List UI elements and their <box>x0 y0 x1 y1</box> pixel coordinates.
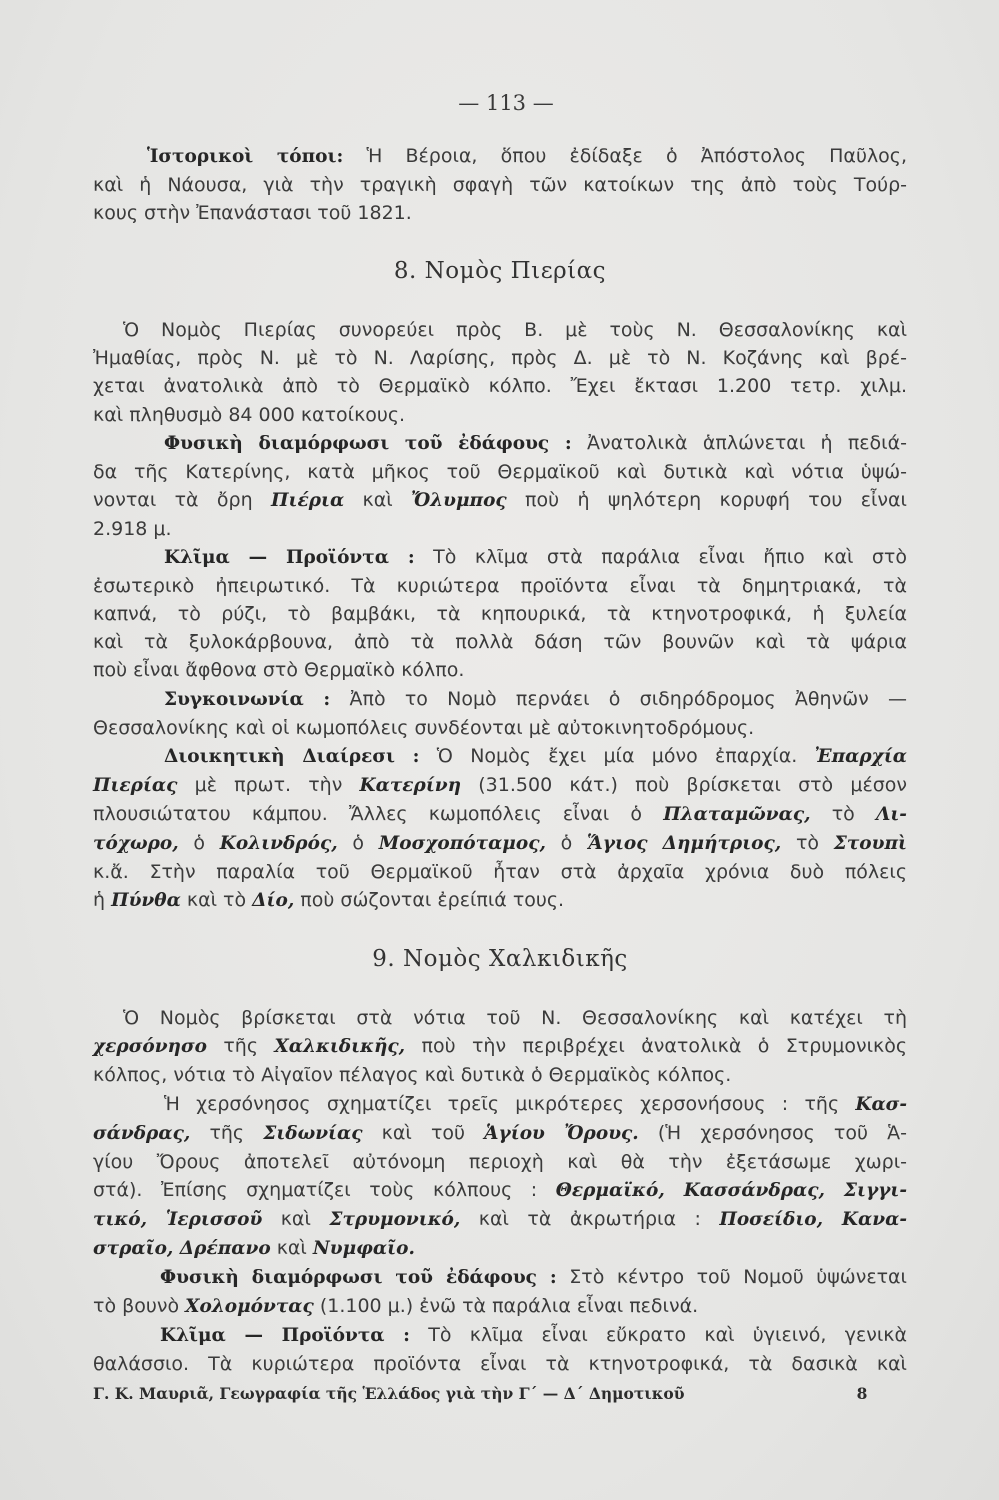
text-run: τῆς <box>190 1121 264 1144</box>
label-run: Συγκοινωνία : <box>164 688 331 710</box>
text-run: Ὁ Νομὸς βρίσκεται στὰ νότια τοῦ Ν. Θεσσαλονίκης καὶ κατέχει τὴ <box>123 1007 907 1030</box>
text-run: ἡ <box>93 889 112 912</box>
text-line <box>93 829 907 858</box>
text-run: πλουσιώτατου κάμπου. Ἄλλες κωμοπόλεις εἶναι ὁ <box>93 802 664 825</box>
text-run: ὁ <box>545 831 588 854</box>
text-run: μὲ πρωτ. τὴν <box>177 773 360 796</box>
text-run: θαλάσσιο. Τὰ κυριώτερα προϊόντα εἶναι τὰ κτηνοτροφικά, τὰ δασικὰ καὶ <box>93 1353 907 1376</box>
place-name-run: τόχωρο, <box>93 832 179 854</box>
text-line <box>93 714 907 742</box>
text-line <box>93 1292 907 1321</box>
label-run: Φυσικὴ διαμόρφωσι τοῦ ἐδάφους : <box>160 1267 557 1289</box>
text-line <box>93 886 907 915</box>
text-run: καὶ τὰ ξυλοκάρβουνα, ἀπὸ τὰ πολλὰ δάση τῶν βουνῶν καὶ τὰ ψάρια <box>93 631 907 654</box>
place-name-run: Ἅγιος Δημήτριος, <box>587 832 782 854</box>
text-run: (31.500 κάτ.) ποὺ βρίσκεται στὸ μέσον <box>461 773 907 796</box>
text-run: ποὺ τὴν περιβρέχει ἀνατολικὰ ὁ Στρυμονικὸς <box>405 1035 907 1058</box>
label-run: Ἱστορικοὶ τόποι: <box>147 146 344 167</box>
text-line <box>93 771 907 800</box>
text-run: καὶ <box>262 1207 330 1230</box>
place-name-run: Χολομόντας <box>185 1296 314 1318</box>
text-run: Τὸ κλῖμα εἶναι εὔκρατο καὶ ὑγιεινό, γενικὰ <box>410 1324 907 1347</box>
text-run: Ἀπὸ το Νομὸ περνάει ὁ σιδηρόδρομος Ἀθηνῶν — <box>330 687 907 710</box>
paragraph-pieria-administration <box>93 742 907 916</box>
text-line <box>93 142 907 171</box>
text-run: τὸ βουνὸ <box>93 1295 186 1318</box>
place-name-run: Θερμαϊκό, Κασσάνδρας, Σιγγι- <box>555 1179 908 1201</box>
paragraph-chalkidiki-terrain <box>93 1263 907 1321</box>
paragraph-historic-sites <box>93 142 907 227</box>
paragraph-pieria-transport <box>93 685 907 742</box>
text-run: καὶ <box>344 488 412 511</box>
text-line <box>93 1148 907 1176</box>
text-run: ὁ <box>337 831 379 854</box>
text-run: Ὁ Νομὸς ἔχει μία μόνο ἐπαρχία. <box>419 744 815 767</box>
text-line <box>93 628 907 656</box>
label-run: Διοικητικὴ Διαίρεσι : <box>164 745 420 767</box>
text-run: καὶ τοῦ <box>362 1121 485 1144</box>
text-line <box>93 742 907 771</box>
place-name-run: Σιδωνίας <box>263 1122 363 1144</box>
paragraph-pieria-climate <box>93 543 907 684</box>
text-run: ἐσωτερικὸ ἠπειρωτικό. Τὰ κυριώτερα προϊόντα εἶναι τὰ δημητριακά, τὰ <box>93 575 907 598</box>
place-name-run: στραῖο, Δρέπανο <box>93 1238 271 1259</box>
text-run: Ὁ Νομὸς Πιερίας συνορεύει πρὸς Β. μὲ τοὺς Ν. Θεσσαλονίκης καὶ <box>123 319 907 342</box>
text-run: καὶ τὰ ἀκρωτήρια : <box>460 1207 720 1230</box>
place-name-run: Χαλκιδικῆς, <box>274 1036 406 1058</box>
text-line <box>93 1350 907 1378</box>
text-line <box>93 171 907 199</box>
place-name-run: Κασ- <box>855 1093 907 1115</box>
place-name-run: Πιέρια <box>271 489 345 511</box>
place-name-run: Πλαταμῶνας, <box>663 803 811 825</box>
place-name-run: Κατερίνη <box>359 774 462 796</box>
text-line <box>93 199 907 227</box>
text-line <box>93 515 907 543</box>
paragraph-pieria-terrain <box>93 429 907 543</box>
place-name-run: Δίο, <box>252 890 295 912</box>
page-body <box>93 142 907 1378</box>
place-name-run: Νυμφαῖο. <box>312 1238 415 1259</box>
text-run: χεται ἀνατολικὰ ἀπὸ τὸ Θερμαϊκὸ κόλπο. Ἔχει ἔκτασι 1.200 τετρ. χιλμ. <box>93 375 907 398</box>
page-number: — 113 — <box>458 91 554 115</box>
text-line <box>93 1234 907 1263</box>
text-run: γίου Ὄρους ἀποτελεῖ αὐτόνομη περιοχὴ καὶ θὰ τὴν ἐξετάσωμε χωρι- <box>93 1150 907 1173</box>
text-line <box>93 1321 907 1350</box>
paragraph-chalkidiki-location <box>93 1004 907 1089</box>
place-name-run: Ἐπαρχία <box>814 745 908 767</box>
text-line <box>93 1090 907 1119</box>
label-run: Κλῖμα — Προϊόντα : <box>164 547 415 569</box>
paragraph-chalkidiki-climate <box>93 1321 907 1378</box>
text-run: Ἡ Βέροια, ὅπου ἐδίδαξε ὁ Ἀπόστολος Παῦλος, <box>343 145 907 167</box>
text-line <box>93 429 907 458</box>
text-run: 2.918 μ. <box>93 517 172 540</box>
text-line <box>93 401 907 429</box>
text-run: (Ἡ χερσόνησος τοῦ Ἁ- <box>638 1121 907 1144</box>
text-run: Ἠμαθίας, πρὸς Ν. μὲ τὸ Ν. Λαρίσης, πρὸς Δ. μὲ τὸ Ν. Κοζάνης καὶ βρέ- <box>93 347 907 370</box>
text-line <box>93 486 907 515</box>
text-line <box>93 572 907 600</box>
text-run: κόλπος, νότια τὸ Αἰγαῖον πέλαγος καὶ δυτικὰ ὁ Θερμαϊκὸς κόλπος. <box>93 1064 732 1087</box>
place-name-run: Λι- <box>876 803 907 825</box>
text-line <box>93 1205 907 1234</box>
place-name-run: Ἁγίου Ὄρους. <box>484 1122 639 1144</box>
label-run: Φυσικὴ διαμόρφωσι τοῦ ἐδάφους : <box>164 432 572 454</box>
text-line <box>93 1263 907 1292</box>
text-run: καὶ τὸ <box>180 889 253 912</box>
place-name-run: σάνδρας, <box>93 1122 191 1144</box>
text-line <box>93 1061 907 1089</box>
place-name-run: Ποσείδιο, Κανα- <box>719 1208 907 1230</box>
text-run: Θεσσαλονίκης καὶ οἱ κωμοπόλεις συνδέονται μὲ αὐτοκινητοδρόμους. <box>93 716 755 739</box>
place-name-run: τικό, Ἱερισσοῦ <box>93 1208 263 1230</box>
text-run: κ.ἄ. Στὴν παραλία τοῦ Θερμαϊκοῦ ἦταν στὰ ἀρχαῖα χρόνια δυὸ πόλεις <box>93 861 907 884</box>
text-line <box>93 858 907 886</box>
text-run: Τὸ κλῖμα στὰ παράλια εἶναι ἤπιο καὶ στὸ <box>414 546 908 569</box>
text-line <box>93 1004 907 1032</box>
place-name-run: Κολινδρός, <box>219 832 338 854</box>
paragraph-pieria-borders <box>93 316 907 428</box>
text-run: ποὺ σώζονται ἐρείπιά τους. <box>294 889 565 912</box>
text-line <box>93 1176 907 1205</box>
text-line <box>93 800 907 829</box>
footer-signature-mark: 8 <box>856 1384 868 1403</box>
text-line <box>93 600 907 628</box>
text-run: καὶ πληθυσμὸ 84 000 κατοίκους. <box>93 403 406 426</box>
text-line <box>93 1119 907 1148</box>
place-name-run: χερσόνησο <box>93 1036 207 1058</box>
text-run: καὶ ἡ Νάουσα, γιὰ τὴν τραγικὴ σφαγὴ τῶν κατοίκων της ἀπὸ τοὺς Τούρ- <box>93 174 907 197</box>
text-line <box>93 458 907 486</box>
place-name-run: Ὄλυμπος <box>411 489 507 511</box>
text-run: ὁ <box>178 831 220 854</box>
text-line <box>93 316 907 344</box>
section-heading-pieria: 8. Νομὸς Πιερίας <box>393 258 607 285</box>
text-run: καὶ <box>270 1237 313 1259</box>
text-line <box>93 372 907 400</box>
text-line <box>93 543 907 572</box>
text-run: νονται τὰ ὄρη <box>93 488 272 511</box>
text-run: τῆς <box>206 1035 275 1058</box>
footer-book-title: Γ. Κ. Μαυριᾶ, Γεωγραφία τῆς Ἑλλάδος γιὰ τὴν Γ΄ — Δ΄ Δημοτικοῦ <box>93 1384 685 1403</box>
place-name-run: Στουπὶ <box>833 832 907 854</box>
text-line <box>93 685 907 714</box>
text-run: ποὺ ἡ ψηλότερη κορυφή του εἶναι <box>506 488 907 511</box>
label-run: Κλῖμα — Προϊόντα : <box>160 1325 411 1347</box>
text-line <box>93 344 907 372</box>
text-line <box>93 656 907 684</box>
text-run: δα τῆς Κατερίνης, κατὰ μῆκος τοῦ Θερμαϊκοῦ καὶ δυτικὰ καὶ νότια ὑψώ- <box>93 460 907 483</box>
text-run: κους στὴν Ἐπανάστασι τοῦ 1821. <box>93 202 412 225</box>
text-run: ποὺ εἶναι ἄφθονα στὸ Θερμαϊκὸ κόλπο. <box>93 659 465 682</box>
section-heading-chalkidiki: 9. Νομὸς Χαλκιδικῆς <box>372 946 628 973</box>
place-name-run: Πιερίας <box>93 774 178 796</box>
text-run: τὸ <box>810 802 876 825</box>
place-name-run: Πύνθα <box>111 890 181 912</box>
place-name-run: Στρυμονικό, <box>329 1208 461 1230</box>
paragraph-chalkidiki-peninsulas <box>93 1090 907 1264</box>
text-run: Στὸ κέντρο τοῦ Νομοῦ ὑψώνεται <box>556 1266 907 1289</box>
text-run: (1.100 μ.) ἐνῶ τὰ παράλια εἶναι πεδινά. <box>313 1295 699 1318</box>
text-line <box>93 1032 907 1061</box>
text-run: Ἀνατολικὰ ἁπλώνεται ἡ πεδιά- <box>571 431 907 454</box>
place-name-run: Μοσχοπόταμος, <box>378 832 546 854</box>
text-run: στά). Ἐπίσης σχηματίζει τοὺς κόλπους : <box>93 1178 556 1201</box>
text-run: καπνά, τὸ ρύζι, τὸ βαμβάκι, τὰ κηπουρικά, τὰ κτηνοτροφικά, ἡ ξυλεία <box>93 603 907 626</box>
text-run: τὸ <box>781 831 834 854</box>
text-run: Ἡ χερσόνησος σχηματίζει τρεῖς μικρότερες χερσονήσους : τῆς <box>164 1092 856 1115</box>
